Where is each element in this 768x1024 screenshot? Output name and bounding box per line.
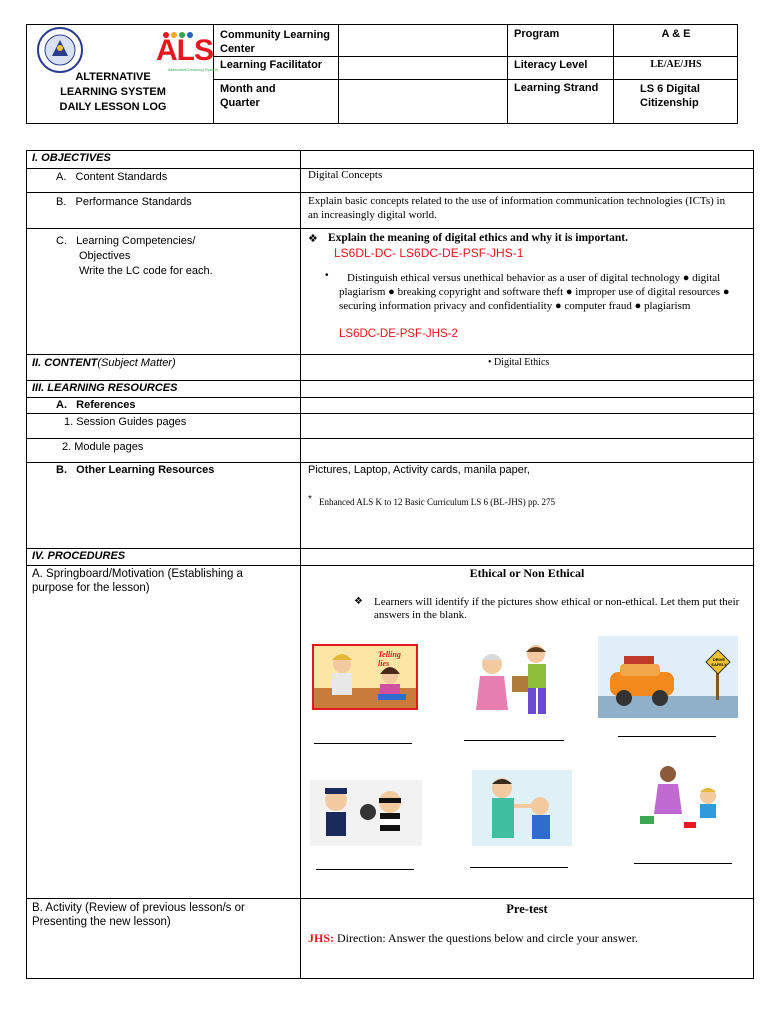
als-letters: ALS (156, 34, 213, 67)
springboard-instruction: Learners will identify if the pictures show ethical or non-ethical. Let them put their answers in the blank. (374, 596, 740, 621)
lc-label-line-2: Objectives (79, 250, 131, 262)
content-standards-label: A. Content Standards (56, 171, 168, 183)
content-value-text: Digital Ethics (494, 357, 550, 368)
activity-label: B. Activity (Review of previous lesson/s or Presenting the new lesson) (32, 902, 245, 928)
learning-competencies-label (56, 234, 213, 279)
module-pages-label: 2. Module pages (62, 441, 144, 453)
picture-thieves-icon (310, 780, 422, 846)
objectives-heading: I. OBJECTIVES (32, 152, 111, 164)
row-line (26, 898, 754, 899)
row-line (26, 228, 754, 229)
springboard-label: A. Springboard/Motivation (Establishing a purpose for the lesson) (32, 568, 243, 594)
other-resources-value: Pictures, Laptop, Activity cards, manila paper, (308, 464, 530, 476)
springboard-bullet-icon: ❖ (354, 596, 363, 607)
answer-blank-4[interactable] (316, 869, 414, 870)
answer-blank-3[interactable] (618, 736, 716, 737)
logo-top-line (148, 24, 214, 25)
pretest-direction-text: Direction: Answer the questions below and circle your answer. (337, 931, 638, 945)
drive-safely-car-icon (598, 636, 738, 718)
content-standards-value: Digital Concepts (308, 169, 383, 181)
pretest-level: JHS: (308, 931, 335, 945)
row-line (26, 168, 754, 169)
other-ref-bullet-icon: * (308, 494, 312, 505)
title-line-3: DAILY LESSON LOG (59, 101, 167, 113)
clc-value-field[interactable] (339, 25, 506, 55)
row-line (26, 380, 754, 381)
answer-blank-2[interactable] (464, 740, 564, 741)
picture-children-icon (630, 762, 734, 834)
content-bullet-icon: • (488, 357, 492, 368)
program-label: Program (514, 28, 560, 40)
strand-value: LS 6 Digital Citizenship (640, 83, 700, 109)
answer-blank-1[interactable] (314, 743, 412, 744)
month-value-field[interactable] (339, 80, 506, 123)
lc-sub-text: Distinguish ethical versus unethical behavior as a user of digital technology ● digital plagiarism ● breaking copyright and software theft ● improper use of digital resources ● securing information privacy and confidentiality ● computer fraud ● plagiarism (339, 272, 730, 312)
picture-telling-lies (312, 644, 418, 710)
performance-standards-value: Explain basic concepts related to the use of information communication technologies (ICTs) in an increasingly digital world. (308, 195, 726, 221)
title-line-1: ALTERNATIVE (75, 71, 151, 83)
strand-label: Learning Strand (514, 82, 599, 94)
facilitator-label: Learning Facilitator (220, 59, 323, 71)
answer-blank-6[interactable] (634, 863, 732, 864)
deped-seal-icon (30, 26, 90, 74)
picture-helping-elderly-icon (464, 638, 570, 722)
pretest-direction (308, 931, 638, 946)
content-heading-sub: (Subject Matter) (97, 357, 176, 369)
springboard-title: Ethical or Non Ethical (469, 566, 585, 580)
answer-blank-5[interactable] (470, 867, 568, 868)
als-logo (150, 30, 219, 74)
other-ref-text: Enhanced ALS K to 12 Basic Curriculum LS 6 (BL-JHS) pp. 275 (319, 497, 555, 507)
lc-sub-bullet-icon: • (325, 270, 329, 281)
picture-nurse-helping-icon (472, 770, 572, 846)
facilitator-value-field[interactable] (339, 57, 506, 79)
picture-drive-safely (598, 636, 738, 718)
pretest-title: Pre-test (506, 902, 548, 916)
lc-label-line-1: C. Learning Competencies/ (56, 235, 196, 247)
row-line (26, 413, 754, 414)
resources-heading: III. LEARNING RESOURCES (32, 382, 178, 394)
month-label: Month and Quarter (220, 83, 276, 109)
row-line (26, 354, 754, 355)
telling-lies-caption: Telling lies (378, 650, 401, 668)
title-line-2: LEARNING SYSTEM (60, 86, 166, 98)
page-title (30, 70, 210, 115)
lc-code-2: LS6DC-DE-PSF-JHS-2 (339, 328, 458, 340)
row-line (26, 397, 754, 398)
literacy-value: LE/AE/JHS (650, 59, 702, 70)
row-line (26, 438, 754, 439)
performance-standards-label: B. Performance Standards (56, 196, 192, 208)
row-line (26, 548, 754, 549)
header-divider-1 (213, 24, 214, 124)
lc-main-bullet-icon: ❖ (308, 233, 318, 245)
row-line (26, 192, 754, 193)
row-line (26, 462, 754, 463)
session-guides-label: 1. Session Guides pages (64, 416, 187, 428)
drive-safely-sign-text: DRIVE SAFELY (711, 657, 727, 667)
lc-label-line-3: Write the LC code for each. (79, 265, 213, 277)
content-value (488, 357, 549, 368)
content-heading (32, 357, 176, 369)
literacy-label: Literacy Level (514, 59, 588, 71)
program-value: A & E (661, 28, 691, 40)
content-heading-main: II. CONTENT (32, 357, 98, 369)
header-divider-3 (507, 24, 508, 124)
lc-main-text: Explain the meaning of digital ethics and why it is important. (328, 232, 628, 244)
references-label: A. References (56, 399, 136, 411)
procedures-heading: IV. PROCEDURES (32, 550, 126, 562)
als-tagline: Alternative Learning System (168, 67, 219, 72)
lc-code-1: LS6DL-DC- LS6DC-DE-PSF-JHS-1 (334, 246, 524, 260)
other-resources-label: B. Other Learning Resources (56, 464, 215, 476)
clc-label: Community Learning Center (220, 29, 331, 55)
